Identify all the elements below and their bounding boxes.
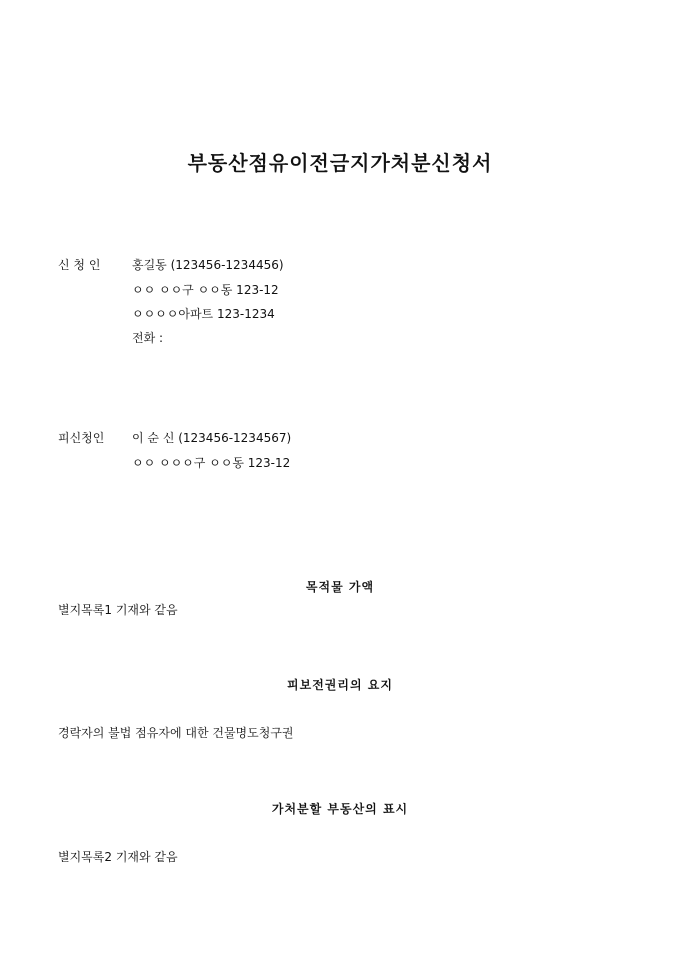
section-heading-property-description: 가처분할 부동산의 표시 — [271, 802, 409, 816]
applicant-name-line: 홍길동 (123456-1234456) — [132, 258, 284, 272]
section-body-object-value: 별지목록1 기재와 같음 — [58, 603, 178, 617]
document-title: 부동산점유이전금지가처분신청서 — [187, 151, 493, 175]
applicant-address-line: ㅇㅇ ㅇㅇ구 ㅇㅇ동 123-12 — [132, 283, 279, 297]
applicant-address-detail-line: ㅇㅇㅇㅇ아파트 123-1234 — [132, 307, 275, 321]
section-body-protected-right: 경락자의 불법 점유자에 대한 건물명도청구권 — [58, 726, 294, 740]
applicant-phone-line: 전화 : — [132, 331, 164, 345]
respondent-name-line: 이 순 신 (123456-1234567) — [132, 431, 292, 445]
respondent-address-line: ㅇㅇ ㅇㅇㅇ구 ㅇㅇ동 123-12 — [132, 456, 291, 470]
section-heading-protected-right: 피보전권리의 요지 — [287, 678, 393, 692]
respondent-label: 피신청인 — [58, 431, 105, 445]
applicant-label: 신 청 인 — [58, 258, 101, 272]
section-body-property-description: 별지목록2 기재와 같음 — [58, 850, 178, 864]
section-heading-object-value: 목적물 가액 — [305, 580, 375, 594]
